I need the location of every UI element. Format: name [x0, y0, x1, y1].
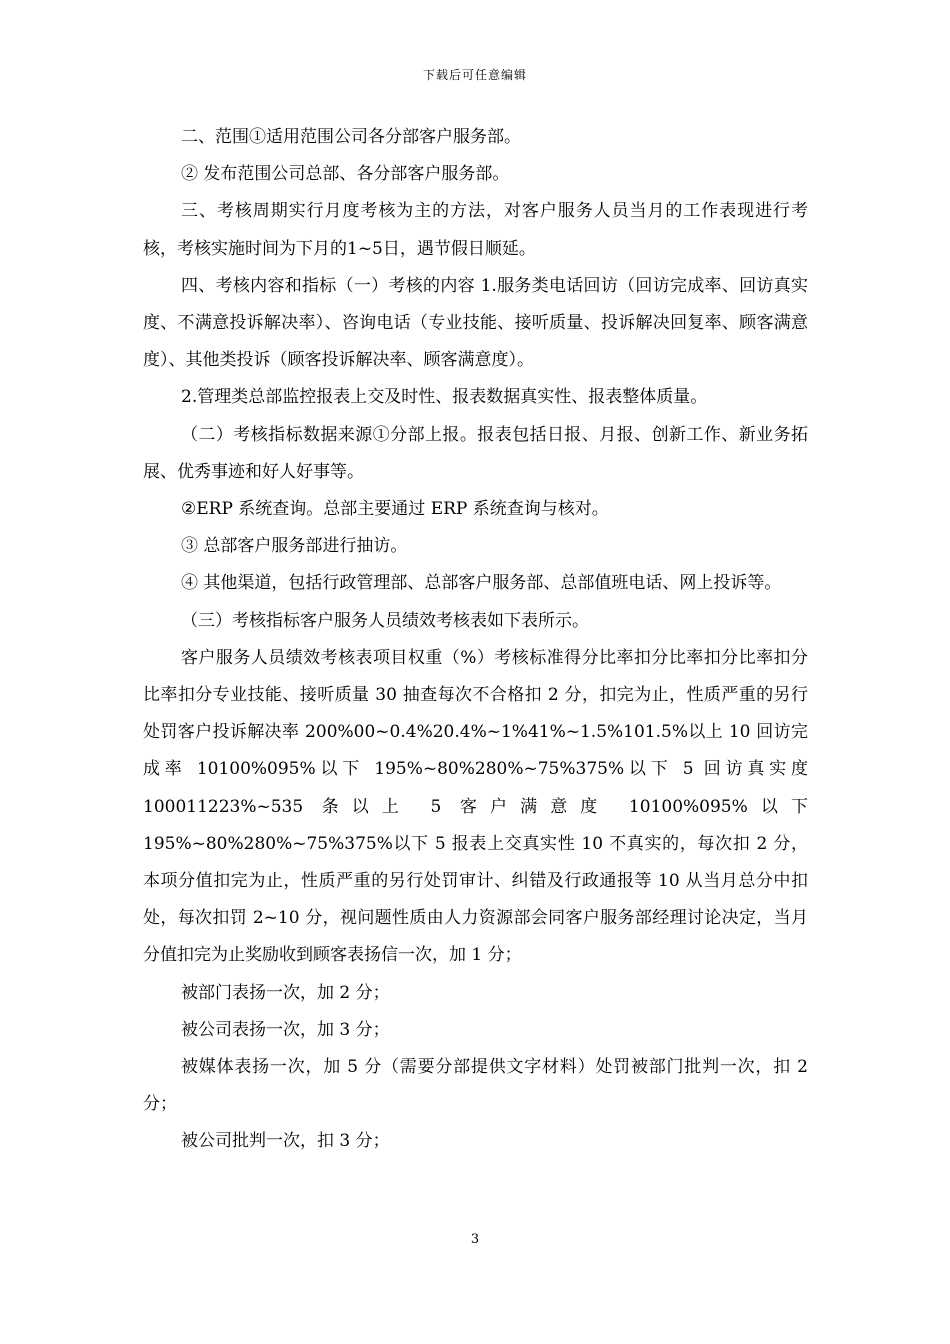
paragraph-release-scope: ② 发布范围公司总部、各分部客户服务部。 [181, 164, 510, 185]
page-number: 3 [470, 1232, 480, 1247]
paragraph-data-source: （二）考核指标数据来源①分部上报。报表包括日报、月报、创新工作、新业务拓展、优秀事迹和好人好事等。 [143, 424, 808, 482]
paragraph-spot-check: ③ 总部客户服务部进行抽访。 [181, 536, 408, 557]
paragraph-assessment-period: 三、考核周期实行月度考核为主的方法，对客户服务人员当月的工作表现进行考核，考核实施时间为下月的1~5日，遇节假日顺延。 [143, 201, 808, 259]
paragraph-company-criticism: 被公司批判一次，扣 3 分； [181, 1131, 390, 1152]
paragraph-assessment-content: 四、考核内容和指标（一）考核的内容 1.服务类电话回访（回访完成率、回访真实度、不满意投诉解决率）、咨询电话（专业技能、接听质量、投诉解决回复率、顾客满意度）、其他类投诉（顾客投诉解决率、顾客满意度）。 [143, 275, 808, 371]
paragraph-scope: 二、范围①适用范围公司各分部客户服务部。 [181, 127, 521, 147]
paragraph-performance-table: 客户服务人员绩效考核表项目权重（%）考核标准得分比率扣分比率扣分比率扣分比率扣分专业技能、接听质量 30 抽查每次不合格扣 2 分，扣完为止，性质严重的另行处罚客户投诉解决率 200%00~0.4%20.4%~1%41%~1.5%101.5%以上 10 回访完成率 10100%095%以下 195%~80%280%~75%375%以下 5 回访真实度 100011223%~535 条以上 5 客户满意度 10100%095%以下 195%~80%280%~75%375%以下 5 报表上交真实性 10 不真实的，每次扣 2 分，本项分值扣完为止，性质严重的另行处罚审计、纠错及行政通报等 10 从当月总分中扣处，每次扣罚 2~10 分，视问题性质由人力资源部会同客户服务部经理讨论决定，当月分值扣完为止奖励收到顾客表扬信一次，加 1 分； [143, 647, 808, 966]
paragraph-other-channels: ④ 其他渠道，包括行政管理部、总部客户服务部、总部值班电话、网上投诉等。 [181, 573, 782, 594]
document-body [143, 119, 808, 1161]
page-header: 下载后可任意编辑 [422, 68, 527, 82]
paragraph-media-praise: 被媒体表扬一次，加 5 分（需要分部提供文字材料）处罚被部门批判一次，扣 2 分； [143, 1057, 808, 1115]
paragraph-erp-query: ②ERP 系统查询。总部主要通过 ERP 系统查询与核对。 [181, 499, 609, 520]
paragraph-dept-praise: 被部门表扬一次，加 2 分； [181, 982, 390, 1003]
paragraph-company-praise: 被公司表扬一次，加 3 分； [181, 1019, 390, 1040]
paragraph-management-type: 2.管理类总部监控报表上交及时性、报表数据真实性、报表整体质量。 [181, 387, 708, 408]
paragraph-indicator-table-intro: （三）考核指标客户服务人员绩效考核表如下表所示。 [181, 610, 589, 631]
